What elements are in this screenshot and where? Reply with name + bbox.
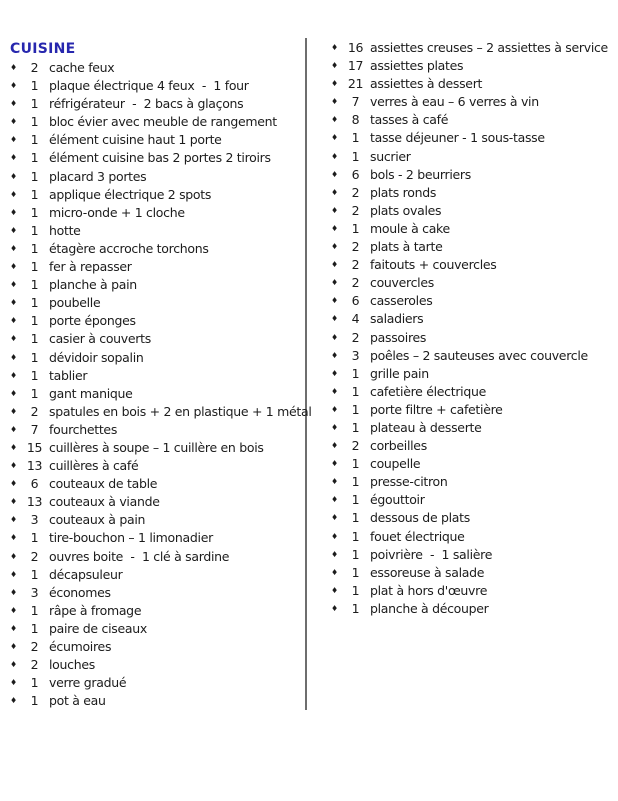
item-label: micro-onde + 1 cloche: [49, 204, 185, 220]
item-quantity: 6: [351, 166, 360, 182]
item-quantity: 1: [351, 546, 360, 562]
list-item: [10, 367, 302, 385]
item-label: tire-bouchon – 1 limonadier: [49, 530, 213, 546]
list-item: [331, 166, 616, 184]
list-item: [10, 385, 302, 403]
diamond-bullet-icon: ♦: [10, 533, 17, 543]
diamond-bullet-icon: ♦: [331, 567, 338, 577]
item-label: réfrigérateur - 2 bacs à glaçons: [49, 96, 244, 112]
diamond-bullet-icon: ♦: [10, 280, 17, 290]
item-label: spatules en bois + 2 en plastique + 1 métal: [49, 403, 312, 419]
item-label: coupelle: [370, 456, 421, 472]
item-quantity: 1: [351, 220, 360, 236]
item-quantity: 1: [30, 222, 39, 238]
diamond-bullet-icon: ♦: [331, 187, 338, 197]
item-quantity: 1: [351, 383, 360, 399]
diamond-bullet-icon: ♦: [331, 242, 338, 252]
item-quantity: 1: [351, 564, 360, 580]
item-label: couteaux à viande: [49, 494, 160, 510]
item-quantity: 6: [351, 293, 360, 309]
diamond-bullet-icon: ♦: [10, 243, 17, 253]
item-label: applique électrique 2 spots: [49, 186, 212, 202]
item-label: plats ronds: [370, 184, 437, 200]
list-item: [331, 111, 616, 129]
item-quantity: 2: [351, 239, 360, 255]
item-quantity: 21: [347, 76, 364, 92]
diamond-bullet-icon: ♦: [331, 260, 338, 270]
item-label: louches: [49, 657, 95, 673]
list-item: [10, 59, 302, 77]
item-quantity: 1: [30, 602, 39, 618]
item-label: paire de ciseaux: [49, 620, 147, 636]
list-item: [10, 529, 302, 547]
item-quantity: 1: [351, 510, 360, 526]
item-quantity: 1: [351, 148, 360, 164]
item-label: ouvres boite - 1 clé à sardine: [49, 548, 230, 564]
diamond-bullet-icon: ♦: [331, 368, 338, 378]
item-quantity: 2: [351, 202, 360, 218]
item-quantity: 1: [30, 620, 39, 636]
diamond-bullet-icon: ♦: [10, 642, 17, 651]
item-label: écumoires: [49, 639, 112, 654]
diamond-bullet-icon: ♦: [331, 477, 338, 487]
item-label: assiettes à dessert: [370, 76, 483, 92]
diamond-bullet-icon: ♦: [331, 332, 338, 342]
list-item: [10, 330, 302, 348]
diamond-bullet-icon: ♦: [331, 296, 338, 306]
item-quantity: 15: [26, 439, 43, 455]
list-item: [10, 638, 302, 656]
item-label: sucrier: [370, 148, 411, 164]
item-label: tasse déjeuner - 1 sous-tasse: [370, 130, 545, 146]
item-label: faitouts + couvercles: [370, 257, 497, 273]
list-item: [331, 401, 616, 419]
item-quantity: 7: [30, 421, 39, 437]
item-label: corbeilles: [370, 438, 427, 454]
diamond-bullet-icon: ♦: [10, 262, 17, 272]
list-item: [10, 113, 302, 131]
diamond-bullet-icon: ♦: [10, 461, 17, 471]
item-quantity: 1: [351, 365, 360, 381]
list-item: [10, 566, 302, 584]
list-item: [331, 365, 616, 383]
item-quantity: 1: [30, 240, 39, 256]
item-label: plateau à desserte: [370, 419, 482, 435]
list-item: [10, 95, 302, 113]
item-quantity: 13: [26, 458, 43, 474]
diamond-bullet-icon: ♦: [10, 424, 17, 434]
list-item: [10, 204, 302, 222]
right-column-list: [331, 39, 616, 618]
list-item: [10, 457, 302, 475]
item-quantity: 3: [351, 347, 360, 363]
left-column: [10, 40, 312, 710]
item-label: poubelle: [49, 295, 101, 311]
list-item: [331, 274, 616, 292]
list-item: [331, 329, 616, 347]
item-quantity: 1: [351, 528, 360, 544]
diamond-bullet-icon: ♦: [10, 497, 17, 507]
list-item: [331, 148, 616, 166]
diamond-bullet-icon: ♦: [10, 171, 17, 181]
list-item: [10, 312, 302, 330]
item-label: passoires: [370, 329, 427, 345]
item-label: planche à découper: [370, 600, 489, 616]
item-label: saladiers: [370, 311, 424, 327]
item-quantity: 3: [30, 584, 39, 600]
item-quantity: 1: [30, 259, 39, 275]
list-item: [331, 528, 616, 546]
item-quantity: 1: [30, 168, 39, 184]
item-quantity: 1: [30, 675, 39, 691]
list-item: [10, 493, 302, 511]
item-label: plat à hors d'œuvre: [370, 582, 488, 598]
list-item: [10, 258, 302, 276]
item-quantity: 6: [30, 476, 39, 492]
item-quantity: 1: [30, 349, 39, 365]
diamond-bullet-icon: ♦: [10, 605, 17, 615]
diamond-bullet-icon: ♦: [331, 386, 338, 396]
item-label: cafetière électrique: [370, 383, 487, 399]
item-quantity: 1: [351, 474, 360, 490]
diamond-bullet-icon: ♦: [331, 585, 338, 595]
list-item: [331, 39, 616, 57]
item-quantity: 13: [26, 494, 43, 510]
item-label: bloc évier avec meuble de rangement: [49, 114, 277, 130]
diamond-bullet-icon: ♦: [331, 115, 338, 125]
diamond-bullet-icon: ♦: [331, 513, 338, 523]
list-item: [331, 564, 616, 582]
diamond-bullet-icon: ♦: [331, 61, 338, 71]
diamond-bullet-icon: ♦: [10, 551, 17, 561]
item-quantity: 2: [30, 60, 39, 75]
item-label: couteaux à pain: [49, 512, 146, 528]
list-item: [10, 403, 312, 421]
item-quantity: 1: [351, 419, 360, 435]
diamond-bullet-icon: ♦: [10, 352, 17, 362]
diamond-bullet-icon: ♦: [10, 153, 17, 163]
item-quantity: 2: [351, 184, 360, 200]
item-label: moule à cake: [370, 220, 450, 236]
item-label: plats ovales: [370, 202, 442, 218]
list-item: [10, 674, 302, 692]
item-label: assiettes plates: [370, 58, 464, 74]
list-item: [331, 455, 616, 473]
column-divider: [305, 38, 307, 710]
item-label: fouet électrique: [370, 528, 465, 544]
item-label: placard 3 portes: [49, 168, 147, 184]
list-item: [10, 294, 302, 312]
item-quantity: 4: [351, 311, 360, 327]
list-item: [331, 256, 616, 274]
list-item: [10, 620, 302, 638]
diamond-bullet-icon: ♦: [10, 99, 17, 109]
list-item: [331, 202, 616, 220]
diamond-bullet-icon: ♦: [10, 63, 17, 72]
item-quantity: 16: [347, 40, 364, 55]
item-label: fourchettes: [49, 421, 118, 437]
item-label: verre gradué: [49, 675, 127, 691]
item-quantity: 1: [351, 492, 360, 508]
item-label: couvercles: [370, 275, 434, 291]
diamond-bullet-icon: ♦: [10, 388, 17, 398]
item-quantity: 1: [351, 600, 360, 616]
list-item: [331, 184, 616, 202]
diamond-bullet-icon: ♦: [10, 515, 17, 525]
list-item: [10, 349, 302, 367]
item-label: plats à tarte: [370, 239, 443, 255]
item-quantity: 1: [30, 78, 39, 94]
diamond-bullet-icon: ♦: [331, 133, 338, 143]
list-item: [10, 131, 302, 149]
diamond-bullet-icon: ♦: [10, 406, 17, 416]
diamond-bullet-icon: ♦: [10, 678, 17, 688]
list-item: [331, 347, 616, 365]
right-column: [331, 39, 616, 618]
item-label: tablier: [49, 367, 88, 383]
diamond-bullet-icon: ♦: [10, 442, 17, 452]
item-quantity: 1: [351, 582, 360, 598]
list-item: [331, 491, 616, 509]
item-label: cuillères à café: [49, 458, 139, 474]
list-item: [331, 292, 616, 310]
item-quantity: 8: [351, 112, 360, 128]
list-item: [10, 421, 302, 439]
list-item: [10, 602, 302, 620]
list-item: [10, 186, 302, 204]
item-label: porte filtre + cafetière: [370, 401, 503, 417]
item-label: porte éponges: [49, 313, 136, 329]
list-item: [10, 511, 302, 529]
diamond-bullet-icon: ♦: [331, 314, 338, 324]
item-label: cache feux: [49, 60, 115, 75]
diamond-bullet-icon: ♦: [331, 441, 338, 451]
diamond-bullet-icon: ♦: [331, 603, 338, 613]
list-item: [331, 383, 616, 401]
item-quantity: 2: [351, 257, 360, 273]
list-item: [10, 240, 302, 258]
item-label: plaque électrique 4 feux - 1 four: [49, 78, 249, 94]
item-quantity: 1: [30, 277, 39, 293]
list-item: [10, 692, 302, 710]
item-label: presse-citron: [370, 474, 448, 490]
item-label: pot à eau: [49, 693, 106, 709]
list-item: [10, 77, 302, 95]
list-item: [331, 437, 616, 455]
diamond-bullet-icon: ♦: [10, 316, 17, 326]
diamond-bullet-icon: ♦: [10, 117, 17, 127]
item-quantity: 1: [351, 130, 360, 146]
item-quantity: 7: [351, 94, 360, 110]
diamond-bullet-icon: ♦: [10, 370, 17, 380]
item-label: cuillères à soupe – 1 cuillère en bois: [49, 439, 264, 455]
diamond-bullet-icon: ♦: [331, 43, 338, 52]
item-quantity: 2: [30, 657, 39, 673]
item-label: planche à pain: [49, 277, 137, 293]
item-label: casier à couverts: [49, 331, 151, 347]
diamond-bullet-icon: ♦: [10, 207, 17, 217]
list-item: [331, 238, 616, 256]
item-label: tasses à café: [370, 112, 449, 128]
list-item: [10, 276, 302, 294]
list-item: [10, 168, 302, 186]
item-quantity: 2: [30, 403, 39, 419]
list-item: [10, 222, 302, 240]
item-quantity: 1: [30, 385, 39, 401]
list-item: [331, 93, 616, 111]
diamond-bullet-icon: ♦: [331, 495, 338, 505]
diamond-bullet-icon: ♦: [331, 79, 338, 89]
page-title: CUISINE: [10, 41, 76, 57]
item-quantity: 1: [30, 331, 39, 347]
diamond-bullet-icon: ♦: [10, 135, 17, 145]
list-item: [10, 475, 302, 493]
diamond-bullet-icon: ♦: [331, 422, 338, 432]
diamond-bullet-icon: ♦: [10, 334, 17, 344]
list-item: [331, 473, 616, 491]
list-item: [10, 548, 302, 566]
item-quantity: 1: [30, 295, 39, 311]
list-item: [331, 419, 616, 437]
diamond-bullet-icon: ♦: [10, 298, 17, 308]
item-label: poivrière - 1 salière: [370, 546, 493, 562]
diamond-bullet-icon: ♦: [331, 278, 338, 288]
diamond-bullet-icon: ♦: [331, 169, 338, 179]
list-item: [10, 656, 302, 674]
diamond-bullet-icon: ♦: [10, 623, 17, 633]
diamond-bullet-icon: ♦: [10, 569, 17, 579]
item-label: élément cuisine bas 2 portes 2 tiroirs: [49, 150, 271, 166]
list-item: [331, 582, 616, 600]
diamond-bullet-icon: ♦: [10, 479, 17, 489]
item-quantity: 1: [30, 186, 39, 202]
diamond-bullet-icon: ♦: [331, 97, 338, 107]
list-item: [331, 509, 616, 527]
item-quantity: 3: [30, 512, 39, 528]
item-quantity: 1: [30, 114, 39, 130]
item-label: égouttoir: [370, 492, 425, 508]
item-label: poêles – 2 sauteuses avec couvercle: [370, 347, 588, 363]
item-quantity: 2: [351, 438, 360, 454]
item-label: décapsuleur: [49, 566, 123, 582]
item-label: dessous de plats: [370, 510, 470, 526]
item-label: dévidoir sopalin: [49, 349, 144, 365]
item-label: râpe à fromage: [49, 602, 142, 618]
item-quantity: 2: [30, 639, 39, 654]
item-label: verres à eau – 6 verres à vin: [370, 94, 539, 110]
item-quantity: 2: [30, 548, 39, 564]
item-label: hotte: [49, 222, 81, 238]
list-item: [331, 220, 616, 238]
item-quantity: 1: [30, 313, 39, 329]
list-item: [331, 546, 616, 564]
item-quantity: 1: [30, 204, 39, 220]
diamond-bullet-icon: ♦: [331, 151, 338, 161]
item-label: élément cuisine haut 1 porte: [49, 132, 222, 148]
item-label: gant manique: [49, 385, 133, 401]
item-quantity: 1: [351, 456, 360, 472]
diamond-bullet-icon: ♦: [10, 225, 17, 235]
item-quantity: 1: [30, 132, 39, 148]
item-quantity: 1: [30, 693, 39, 709]
item-label: assiettes creuses – 2 assiettes à service: [370, 40, 608, 55]
list-item: [331, 600, 616, 618]
diamond-bullet-icon: ♦: [10, 81, 17, 91]
item-label: étagère accroche torchons: [49, 240, 209, 256]
item-quantity: 2: [351, 275, 360, 291]
list-item: [10, 439, 302, 457]
item-quantity: 1: [351, 401, 360, 417]
diamond-bullet-icon: ♦: [331, 223, 338, 233]
diamond-bullet-icon: ♦: [10, 660, 17, 670]
item-quantity: 1: [30, 96, 39, 112]
item-label: grille pain: [370, 365, 429, 381]
item-quantity: 2: [351, 329, 360, 345]
diamond-bullet-icon: ♦: [331, 205, 338, 215]
left-column-list: [10, 59, 312, 710]
diamond-bullet-icon: ♦: [10, 696, 17, 706]
list-item: [331, 75, 616, 93]
list-item: [10, 149, 302, 167]
item-label: fer à repasser: [49, 259, 132, 275]
diamond-bullet-icon: ♦: [331, 459, 338, 469]
item-label: économes: [49, 584, 111, 600]
item-quantity: 1: [30, 530, 39, 546]
item-quantity: 17: [347, 58, 364, 74]
list-item: [331, 57, 616, 75]
diamond-bullet-icon: ♦: [331, 549, 338, 559]
item-label: essoreuse à salade: [370, 564, 485, 580]
list-item: [331, 129, 616, 147]
diamond-bullet-icon: ♦: [331, 404, 338, 414]
item-label: casseroles: [370, 293, 433, 309]
item-quantity: 1: [30, 367, 39, 383]
item-quantity: 1: [30, 150, 39, 166]
diamond-bullet-icon: ♦: [10, 189, 17, 199]
diamond-bullet-icon: ♦: [331, 350, 338, 360]
item-label: couteaux de table: [49, 476, 158, 492]
diamond-bullet-icon: ♦: [10, 587, 17, 597]
item-label: bols - 2 beurriers: [370, 166, 471, 182]
item-quantity: 1: [30, 566, 39, 582]
diamond-bullet-icon: ♦: [331, 531, 338, 541]
list-item: [331, 310, 616, 328]
list-item: [10, 584, 302, 602]
